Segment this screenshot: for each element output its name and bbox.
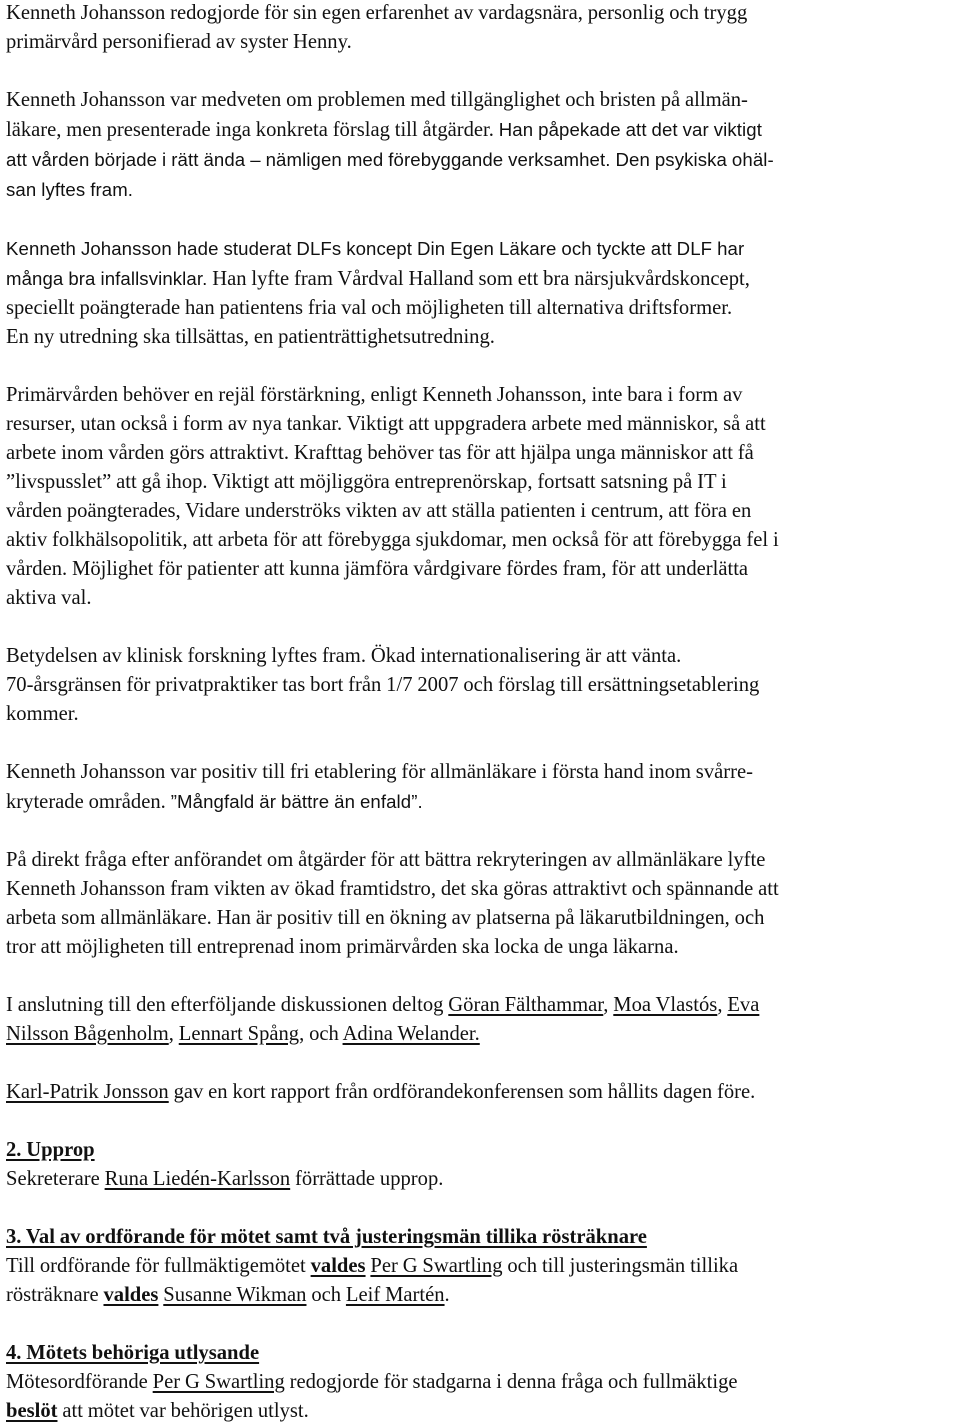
paragraph-recruitment <box>6 846 958 962</box>
emphasis-valdes: valdes <box>310 1255 366 1277</box>
text-line: 70-årsgränsen för privatpraktiker tas bort från 1/7 2007 och förslag till ersättningsetablering <box>6 674 760 696</box>
text-line: ”Mångfald är bättre än enfald”. <box>165 791 423 812</box>
text-line: speciellt poängterade han patientens fria val och möjligheten till alternativa driftsformer. <box>6 297 733 319</box>
text-segment: och till justeringsmän tillika <box>502 1255 739 1277</box>
section-body <box>6 1368 958 1426</box>
text-line: kryterade områden. <box>6 791 166 813</box>
text-segment: . <box>444 1284 450 1306</box>
text-line: primärvård personifierad av syster Henny. <box>6 31 352 53</box>
paragraph-report <box>6 1078 958 1107</box>
text-line: tror att möjligheten till entreprenad inom primärvården ska locka de unga läkarna. <box>6 936 679 958</box>
text-segment: att mötet var behörigen utlyst. <box>57 1400 309 1422</box>
person-name: Leif Martén <box>345 1284 445 1306</box>
text-segment: I anslutning till den efterföljande diskussionen deltog <box>6 994 449 1016</box>
text-line: läkare, men presenterade inga konkreta förslag till åtgärder. <box>6 119 499 141</box>
paragraph-research <box>6 642 958 729</box>
separator: , <box>603 994 614 1016</box>
person-name: Eva <box>727 994 760 1016</box>
text-segment: gav en kort rapport från ordförandekonferensen som hållits dagen före. <box>168 1081 756 1103</box>
text-line: Primärvården behöver en rejäl förstärkning, enligt Kenneth Johansson, inte bara i form av <box>6 384 743 406</box>
section-heading-chair-election: 3. Val av ordförande för mötet samt två justeringsmän tillika rösträknare <box>6 1226 647 1248</box>
section-body <box>6 1165 958 1194</box>
person-name: Göran Fälthammar <box>448 994 604 1016</box>
emphasis-valdes: valdes <box>103 1284 159 1306</box>
section-chair-election <box>6 1223 958 1310</box>
text-line: Möjlighet för patienter att kunna jämföra vårdgivare fördes fram, för att underlätta <box>67 558 749 580</box>
text-line: Kenneth Johansson hade studerat DLFs koncept Din Egen Läkare och tyckte att DLF har <box>6 238 745 259</box>
text-segment: Mötesordförande <box>6 1371 153 1393</box>
text-line: resurser, utan också i form av nya tankar. <box>6 413 343 435</box>
text-line: aktiv folkhälsopolitik, att arbeta för att förebygga sjukdomar, men också för att förebygga fel i <box>6 529 779 551</box>
text-segment: Till ordförande för fullmäktigemötet <box>6 1255 311 1277</box>
text-line: vården. <box>6 558 68 580</box>
person-name: Nilsson Bågenholm <box>6 1023 169 1045</box>
text-line: san lyftes fram. <box>6 179 134 200</box>
person-name: Lennart Spång <box>178 1023 300 1045</box>
text-line: att vården började i rätt ända – nämligen med förebyggande verksamhet. Den psykiska ohäl- <box>6 149 774 170</box>
text-segment: och <box>306 1284 346 1306</box>
person-name: Adina Welander. <box>342 1023 480 1045</box>
text-line: På direkt fråga efter anförandet om åtgärder för att bättra rekryteringen av allmänläkare lyfte <box>6 849 766 871</box>
text-line: Kenneth Johansson fram vikten av ökad framtidstro, det ska göras attraktivt och spännande att <box>6 878 779 900</box>
separator: , och <box>299 1023 343 1045</box>
text-line: aktiva val. <box>6 587 92 609</box>
section-meeting-notice <box>6 1339 958 1426</box>
text-line: ”livspusslet” att gå ihop. <box>6 471 208 493</box>
separator: , <box>168 1023 179 1045</box>
text-line: arbete inom vården görs attraktivt. <box>6 442 290 464</box>
text-line: Kenneth Johansson var medveten om problemen med tillgänglighet och bristen på allmän- <box>6 89 748 111</box>
text-line: Viktigt att uppgradera arbete med människor, så att <box>342 413 766 435</box>
person-name: Per G Swartling <box>370 1255 503 1277</box>
text-line: Han påpekade att det var viktigt <box>498 119 762 140</box>
separator: , <box>717 994 728 1016</box>
section-heading-meeting-notice: 4. Mötets behöriga utlysande <box>6 1342 260 1364</box>
paragraph-dlf-concept <box>6 234 958 352</box>
paragraph-establishment <box>6 758 958 817</box>
person-name: Per G Swartling <box>152 1371 285 1393</box>
text-segment: rösträknare <box>6 1284 104 1306</box>
text-line: Kenneth Johansson redogjorde för sin egen erfarenhet av vardagsnära, personlig och trygg <box>6 2 748 24</box>
person-name: Moa Vlastós <box>613 994 718 1016</box>
section-heading-upprop: 2. Upprop <box>6 1139 95 1161</box>
text-line: En ny utredning ska tillsättas, en patienträttighetsutredning. <box>6 326 495 348</box>
text-line: Krafttag behöver tas för att hjälpa unga människor att få <box>289 442 754 464</box>
text-line: kommer. <box>6 703 79 725</box>
text-segment: Sekreterare <box>6 1168 105 1190</box>
text-line: Han lyfte fram Vårdval Halland som ett bra närsjukvårdskoncept, <box>207 268 750 290</box>
section-upprop <box>6 1136 958 1194</box>
paragraph-accessibility <box>6 86 958 205</box>
text-line: Kenneth Johansson var positiv till fri etablering för allmänläkare i första hand inom svårre- <box>6 761 753 783</box>
paragraph-experience <box>6 0 958 57</box>
text-line: arbeta som allmänläkare. Han är positiv till en ökning av platserna på läkarutbildningen, och <box>6 907 765 929</box>
text-segment: förrättade upprop. <box>290 1168 444 1190</box>
paragraph-discussion <box>6 991 958 1049</box>
section-body <box>6 1252 958 1310</box>
person-name: Karl-Patrik Jonsson <box>6 1081 169 1103</box>
text-line: Viktigt att möjliggöra entreprenörskap, fortsatt satsning på IT i <box>207 471 727 493</box>
emphasis-beslot: beslöt <box>6 1400 58 1422</box>
text-line: vården poängterades, Vidare underströks vikten av att ställa patienten i centrum, att föra en <box>6 500 752 522</box>
text-line: Betydelsen av klinisk forskning lyftes fram. <box>6 645 366 667</box>
person-name: Runa Liedén-Karlsson <box>104 1168 291 1190</box>
text-line: Ökad internationalisering är att vänta. <box>365 645 682 667</box>
person-name: Susanne Wikman <box>163 1284 307 1306</box>
paragraph-primary-care <box>6 381 958 613</box>
text-segment: redogjorde för stadgarna i denna fråga och fullmäktige <box>284 1371 738 1393</box>
text-line: många bra infallsvinklar. <box>6 268 208 289</box>
